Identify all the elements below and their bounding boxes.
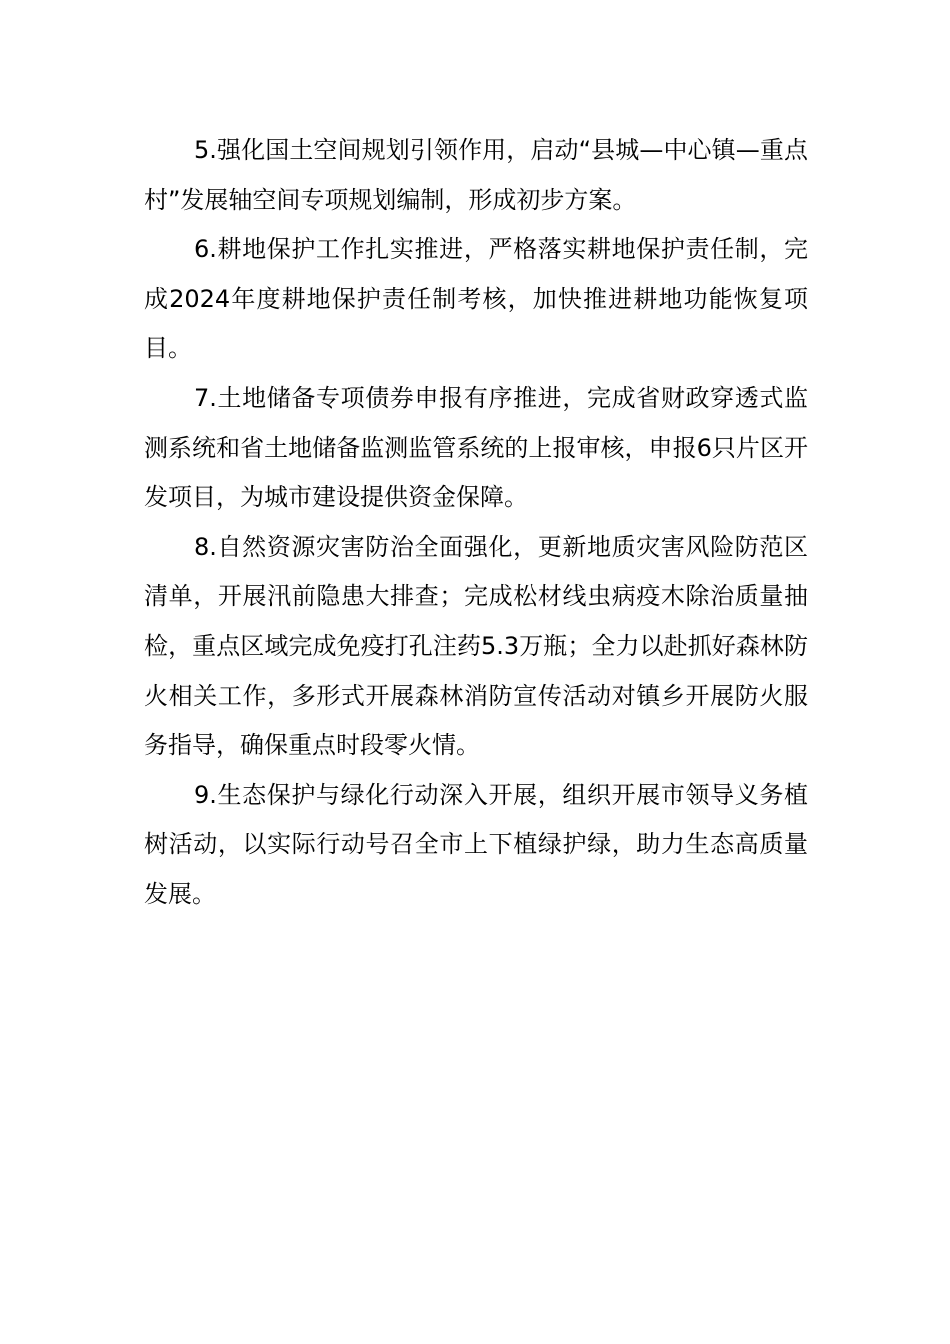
paragraph-8: 8.自然资源灾害防治全面强化，更新地质灾害风险防范区清单，开展汛前隐患大排查；完成松材线虫病疫木除治质量抽检，重点区域完成免疫打孔注药5.3万瓶；全力以赴抓好森林防火相关工作，多形式开展森林消防宣传活动对镇乡开展防火服务指导，确保重点时段零火情。 (144, 532, 808, 760)
paragraph-9: 9.生态保护与绿化行动深入开展，组织开展市领导义务植树活动，以实际行动号召全市上下植绿护绿，助力生态高质量发展。 (144, 780, 808, 908)
document-body (144, 126, 808, 920)
paragraph-6: 6.耕地保护工作扎实推进，严格落实耕地保护责任制，完成2024年度耕地保护责任制考核，加快推进耕地功能恢复项目。 (144, 235, 808, 363)
paragraph-5: 5.强化国土空间规划引领作用，启动“县城—中心镇—重点村”发展轴空间专项规划编制，形成初步方案。 (144, 136, 808, 214)
paragraph-7: 7.土地储备专项债券申报有序推进，完成省财政穿透式监测系统和省土地储备监测监管系统的上报审核，申报6只片区开发项目，为城市建设提供资金保障。 (144, 383, 808, 512)
